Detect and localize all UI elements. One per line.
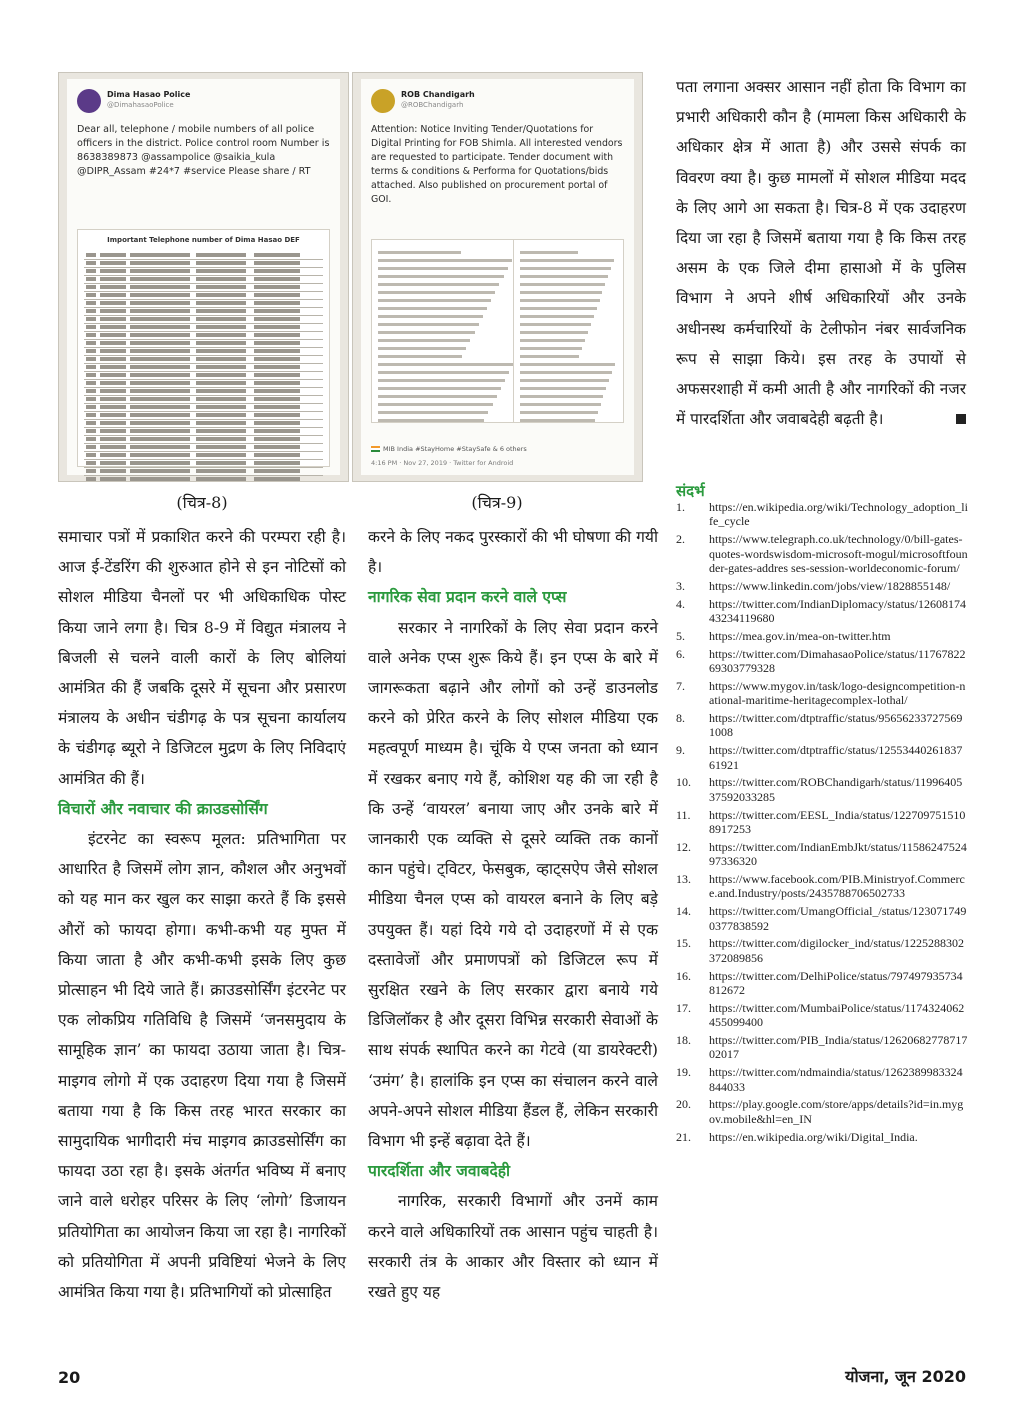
account-name: ROB Chandigarh: [401, 90, 475, 99]
tender-document-image-2: [513, 239, 624, 423]
tender-document-image-1: [371, 239, 523, 423]
reference-url: https://twitter.com/IndianDiplomacy/status/1260817443234119680: [709, 596, 966, 626]
col2-paragraph-1: करने के लिए नकद पुरस्कारों की भी घोषणा की गयी है।: [368, 528, 658, 577]
reference-number: 3.: [676, 578, 685, 593]
document-text-line: [378, 395, 497, 398]
document-text-line: [378, 371, 509, 374]
reference-item: [676, 969, 968, 998]
account-handle: @ROBChandigarh: [401, 101, 464, 109]
reference-url: https://twitter.com/PIB_India/status/1262068277871702017: [709, 1033, 968, 1062]
table-row: [84, 452, 323, 460]
reference-item: [676, 872, 968, 901]
reference-url: https://twitter.com/EESL_India/status/1227097515108917253: [709, 807, 966, 837]
reference-item: [676, 1001, 968, 1030]
col2-heading-citizen-apps: नागरिक सेवा प्रदान करने वाले एप्स: [368, 587, 567, 607]
right-paragraph: पता लगाना अक्सर आसान नहीं होता कि विभाग का प्रभारी अधिकारी कौन है (मामला किस अधिकारी के अधिकार क्षेत्र में आता है) और उससे संपर्क का विवरण क्या है। कुछ मामलों में सोशल मीडिया मदद के लिए आगे आ सकता है। चित्र-8 में एक उदाहरण दिया जा रहा है जिसमें बताया गया है कि किस तरह असम के एक जिले दीमा हासाओ में के पुलिस विभाग ने अपने शीर्ष अधिकारियों और उनके अधीनस्थ कर्मचारियों के टेलीफोन नंबर सार्वजनिक रूप से साझा किये। इस तरह के उपायों से अफसरशाही में कमी आती है और नागरिकों की नजर में पारदर्शिता और जवाबदेही बढ़ती है।: [676, 78, 966, 429]
document-text-line: [520, 347, 582, 350]
column-1: [58, 522, 346, 1307]
document-text-line: [520, 315, 594, 318]
table-row: [84, 308, 323, 316]
page-number: 20: [58, 1368, 81, 1387]
table-title: Important Telephone number of Dima Hasao DEF: [107, 236, 300, 244]
document-text-line: [378, 315, 483, 318]
tweet-mentions: [371, 445, 527, 453]
reference-number: 18.: [676, 1033, 691, 1048]
document-text-line: [520, 275, 608, 278]
document-text-line: [378, 331, 475, 334]
document-text-line: [520, 339, 585, 342]
reference-url: https://twitter.com/ndmaindia/status/1262389983324844033: [709, 1065, 963, 1094]
reference-number: 11.: [676, 807, 691, 822]
table-row: [84, 412, 323, 420]
col2-heading-transparency: पारदर्शिता और जवाबदेही: [368, 1161, 511, 1181]
reference-number: 19.: [676, 1065, 691, 1080]
reference-url: https://twitter.com/DimahasaoPolice/status/1176782269303779328: [709, 646, 966, 676]
reference-url: https://www.mygov.in/task/logo-designcompetition-national-maritime-heritagecomplex-lothal/: [709, 678, 966, 708]
document-text-line: [520, 267, 611, 270]
table-row: [84, 468, 323, 476]
reference-number: 2.: [676, 532, 685, 547]
table-row: [84, 332, 323, 340]
reference-item: [676, 711, 968, 740]
col1-paragraph-2: इंटरनेट का स्वरूप मूलत: प्रतिभागिता पर आधारित है जिसमें लोग ज्ञान, कौशल और अनुभवों को यह मान कर खुल कर साझा करते हैं कि इससे औरों को फायदा होगा। कभी-कभी यह मुफ्त में किया जाता है और कभी-कभी इसके लिए कुछ प्रोत्साहन भी दिये जाते हैं। क्राउडसोर्सिंग इंटरनेट पर एक लोकप्रिय गतिविधि है जिसमें ‘जनसमुदाय के सामूहिक ज्ञान’ का फायदा उठाया जाता है। चित्र-माइगव लोगो में एक उदाहरण दिया गया है जिसमें बताया गया है कि किस तरह भारत सरकार का सामुदायिक भागीदारी मंच माइगव क्राउडसोर्सिंग का फायदा उठा रहा है। इसके अंतर्गत भविष्य में बनाए जाने वाले धरोहर परिसर के लिए ‘लोगो’ डिजायन प्रतियोगिता का आयोजन किया जा रहा है। नागरिकों को प्रतियोगिता में अपनी प्रविष्टियां भेजने के लिए आमंत्रित किया गया है। प्रतिभागियों को प्रोत्साहित: [58, 830, 346, 1302]
reference-number: 16.: [676, 968, 691, 983]
profile-avatar-icon: [77, 89, 101, 113]
figure-9-caption: (चित्र-9): [471, 493, 523, 512]
document-text-line: [520, 411, 598, 414]
reference-item: [676, 579, 968, 593]
reference-item: [676, 743, 968, 772]
document-text-line: [520, 387, 606, 390]
mentions-text: MIB India #StayHome #StaySafe & 6 others: [383, 445, 527, 453]
reference-item: [676, 840, 968, 869]
document-text-line: [520, 323, 591, 326]
reference-item: [676, 500, 968, 529]
col2-paragraph-3: नागरिक, सरकारी विभागों और उनमें काम करने वाले अधिकारियों तक आसान पहुंच चाहती है। सरकारी तंत्र के आकार और विस्तार को ध्यान में रखते हुए यह: [368, 1192, 658, 1302]
document-text-line: [378, 411, 488, 414]
reference-url: https://en.wikipedia.org/wiki/Technology_adoption_life_cycle: [709, 500, 968, 529]
account-name: Dima Hasao Police: [107, 90, 191, 99]
table-row: [84, 380, 323, 388]
document-text-line: [520, 419, 595, 422]
reference-item: [676, 808, 968, 837]
table-row: [84, 260, 323, 268]
document-text-line: [378, 291, 495, 294]
tweet-header: [371, 89, 624, 119]
table-row: [84, 316, 323, 324]
document-text-line: [378, 379, 505, 382]
reference-number: 9.: [676, 743, 685, 758]
reference-number: 17.: [676, 1000, 691, 1015]
table-row: [84, 340, 323, 348]
reference-url: https://mea.gov.in/mea-on-twitter.htm: [709, 628, 891, 643]
table-row: [84, 356, 323, 364]
document-text-line: [520, 395, 603, 398]
reference-number: 14.: [676, 904, 691, 919]
reference-url: https://www.facebook.com/PIB.Ministryof.Commerce.and.Industry/posts/2435788706502733: [709, 872, 965, 901]
reference-item: [676, 1065, 968, 1094]
tweet-header: [77, 89, 330, 119]
figure-8-caption: (चित्र-8): [176, 493, 228, 512]
document-text-line: [378, 387, 501, 390]
tweet-timestamp: 4:16 PM · Nov 27, 2019 · Twitter for Android: [371, 459, 514, 467]
reference-item: [676, 904, 968, 933]
references-list: [676, 500, 968, 1147]
reference-number: 1.: [676, 500, 685, 514]
table-row: [84, 476, 323, 482]
references-heading: संदर्भ: [676, 482, 705, 500]
document-text-line: [520, 379, 609, 382]
document-text-line: [378, 403, 493, 406]
end-square-icon: [956, 414, 966, 424]
reference-item: [676, 532, 968, 575]
document-text-line: [378, 419, 484, 422]
reference-number: 21.: [676, 1129, 691, 1144]
document-text-line: [520, 283, 605, 286]
table-row: [84, 436, 323, 444]
reference-number: 5.: [676, 628, 685, 643]
table-row: [84, 364, 323, 372]
col2-paragraph-2: सरकार ने नागरिकों के लिए सेवा प्रदान करने वाले अनेक एप्स शुरू किये हैं। इन एप्स के बारे में जागरूकता बढ़ाने और लोगों को उन्हें डाउनलोड करने को प्रेरित करने के लिए सोशल मीडिया एक महत्वपूर्ण माध्यम है। चूंकि ये एप्स जनता को ध्यान में रखकर बनाए गये हैं, कोशिश यह की जा रही है कि उन्हें ‘वायरल’ बनाया जाए और उनके बारे में जानकारी एक व्यक्ति से दूसरे व्यक्ति तक कानों कान पहुंचे। ट्विटर, फेसबुक, व्हाट्सऐप जैसे सोशल मीडिया चैनल एप्स को वायरल बनाने के लिए बड़े उपयुक्त हैं। यहां दिये गये दो उदाहरणों में से एक दस्तावेजों और प्रमाणपत्रों को डिजिटल रूप में सुरक्षित रखने के लिए सरकार द्वारा बनाये गये डिजिलॉकर है और दूसरा विभिन्न सरकारी सेवाओं के साथ संपर्क स्थापित करने का गेटवे (या डायरेक्टरी) ‘उमंग’ है। हालांकि इन एप्स का संचालन करने वाले अपने-अपने सोशल मीडिया हैंडल हैं, लेकिन सरकारी विभाग भी इन्हें बढ़ावा देते हैं।: [368, 618, 658, 1151]
figure-9-screenshot: [352, 72, 643, 482]
reference-item: [676, 679, 968, 708]
reference-number: 13.: [676, 872, 691, 887]
table-row: [84, 372, 323, 380]
magazine-issue: योजना, जून 2020: [845, 1367, 966, 1386]
document-text-line: [378, 307, 487, 310]
document-text-line: [520, 307, 597, 310]
table-row: [84, 388, 323, 396]
document-text-line: [520, 259, 614, 262]
table-row: [84, 324, 323, 332]
reference-url: https://en.wikipedia.org/wiki/Digital_India.: [709, 1129, 918, 1144]
reference-number: 7.: [676, 678, 685, 693]
table-row: [84, 428, 323, 436]
reference-url: https://twitter.com/IndianEmbJkt/status/1158624752497336320: [709, 839, 967, 869]
document-text-line: [520, 299, 600, 302]
reference-number: 12.: [676, 839, 691, 854]
reference-item: [676, 597, 968, 626]
emblem-avatar-icon: [371, 89, 395, 113]
reference-item: [676, 775, 968, 804]
table-row: [84, 252, 323, 260]
document-text-line: [378, 275, 504, 278]
reference-number: 15.: [676, 936, 691, 951]
india-flag-icon: [371, 446, 380, 452]
reference-item: [676, 647, 968, 676]
table-row: [84, 460, 323, 468]
document-text-line: [378, 251, 461, 254]
document-text-line: [378, 355, 462, 358]
reference-number: 4.: [676, 596, 685, 611]
reference-url: https://www.telegraph.co.uk/technology/0/bill-gates-quotes-wordswisdom-microsoft-mogul/microsoftfounder-gates-addres ses-session-worldeconomic-forum/: [709, 532, 968, 576]
table-row: [84, 444, 323, 452]
reference-url: https://twitter.com/digilocker_ind/status/1225288302372089856: [709, 936, 964, 965]
document-text-line: [520, 331, 588, 334]
tweet-card: [361, 79, 634, 475]
reference-item: [676, 629, 968, 643]
document-text-line: [378, 323, 479, 326]
reference-url: https://twitter.com/DelhiPolice/status/797497935734812672: [709, 968, 963, 998]
table-row: [84, 300, 323, 308]
reference-url: https://twitter.com/ROBChandigarh/status/1199640537592033285: [709, 775, 963, 804]
account-handle: @DimahasaoPolice: [107, 101, 174, 109]
tweet-text: Dear all, telephone / mobile numbers of all police officers in the district. Police control room Number is 8638389873 @assampolice @saikia_kula @DIPR_Assam #24*7 #service Please share / RT: [77, 124, 330, 177]
document-text-line: [378, 283, 499, 286]
reference-number: 20.: [676, 1097, 691, 1112]
table-row: [84, 396, 323, 404]
column-2: [368, 522, 658, 1307]
reference-number: 8.: [676, 711, 685, 726]
right-column-text: [676, 72, 966, 434]
reference-item: [676, 1033, 968, 1062]
phone-table: [84, 252, 323, 462]
reference-url: https://twitter.com/dtptraffic/status/956562337275691008: [709, 711, 963, 740]
table-row: [84, 292, 323, 300]
document-text-line: [520, 355, 579, 358]
table-row: [84, 348, 323, 356]
reference-url: https://twitter.com/MumbaiPolice/status/1174324062455099400: [709, 1000, 965, 1030]
phone-number-table-image: [77, 229, 330, 467]
reference-url: https://twitter.com/dtptraffic/status/1255344026183761921: [709, 743, 963, 772]
document-text-line: [520, 371, 612, 374]
reference-url: https://twitter.com/UmangOfficial_/status/1230717490377838592: [709, 904, 967, 933]
document-text-line: [520, 363, 615, 366]
col1-heading-crowdsourcing: विचारों और नवाचार की क्राउडसोर्सिंग: [58, 798, 268, 818]
figure-8-screenshot: [58, 72, 349, 482]
col1-paragraph-1: समाचार पत्रों में प्रकाशित करने की परम्परा रही है। आज ई-टेंडरिंग की शुरुआत होने से इन नोटिसों को सोशल मीडिया चैनलों पर भी अधिकाधिक पोस्ट किया जाने लगा है। चित्र 8-9 में विद्युत मंत्रालय ने बिजली से चलने वाली कारों के लिए बोलियां आमंत्रित की हैं जबकि दूसरे में सूचना और प्रसारण मंत्रालय के अधीन चंडीगढ़ के पत्र सूचना कार्यालय के चंडीगढ़ ब्यूरो ने डिजिटल मुद्रण के लिए निविदाएं आमंत्रित की हैं।: [58, 528, 346, 788]
tweet-card: [67, 79, 340, 475]
document-text-line: [378, 347, 466, 350]
reference-item: [676, 936, 968, 965]
reference-url: https://play.google.com/store/apps/details?id=in.mygov.mobile&hl=en_IN: [709, 1097, 964, 1126]
reference-number: 6.: [676, 646, 685, 661]
document-text-line: [520, 403, 601, 406]
table-row: [84, 404, 323, 412]
document-text-line: [378, 299, 491, 302]
table-row: [84, 284, 323, 292]
document-text-line: [520, 251, 578, 254]
reference-item: [676, 1097, 968, 1126]
document-text-line: [378, 363, 513, 366]
table-row: [84, 268, 323, 276]
document-text-line: [378, 339, 470, 342]
table-row: [84, 276, 323, 284]
reference-item: [676, 1130, 968, 1144]
tweet-text: Attention: Notice Inviting Tender/Quotations for Digital Printing for FOB Shimla. All interested vendors are requested to participate. Tender document with terms & conditions & Performa for Quotations/bids attached. Also published on procurement portal of GOI.: [371, 124, 623, 205]
table-row: [84, 420, 323, 428]
document-text-line: [378, 259, 512, 262]
reference-url: https://www.linkedin.com/jobs/view/1828855148/: [709, 578, 951, 593]
document-text-line: [520, 291, 602, 294]
document-text-line: [378, 267, 508, 270]
reference-number: 10.: [676, 775, 691, 790]
